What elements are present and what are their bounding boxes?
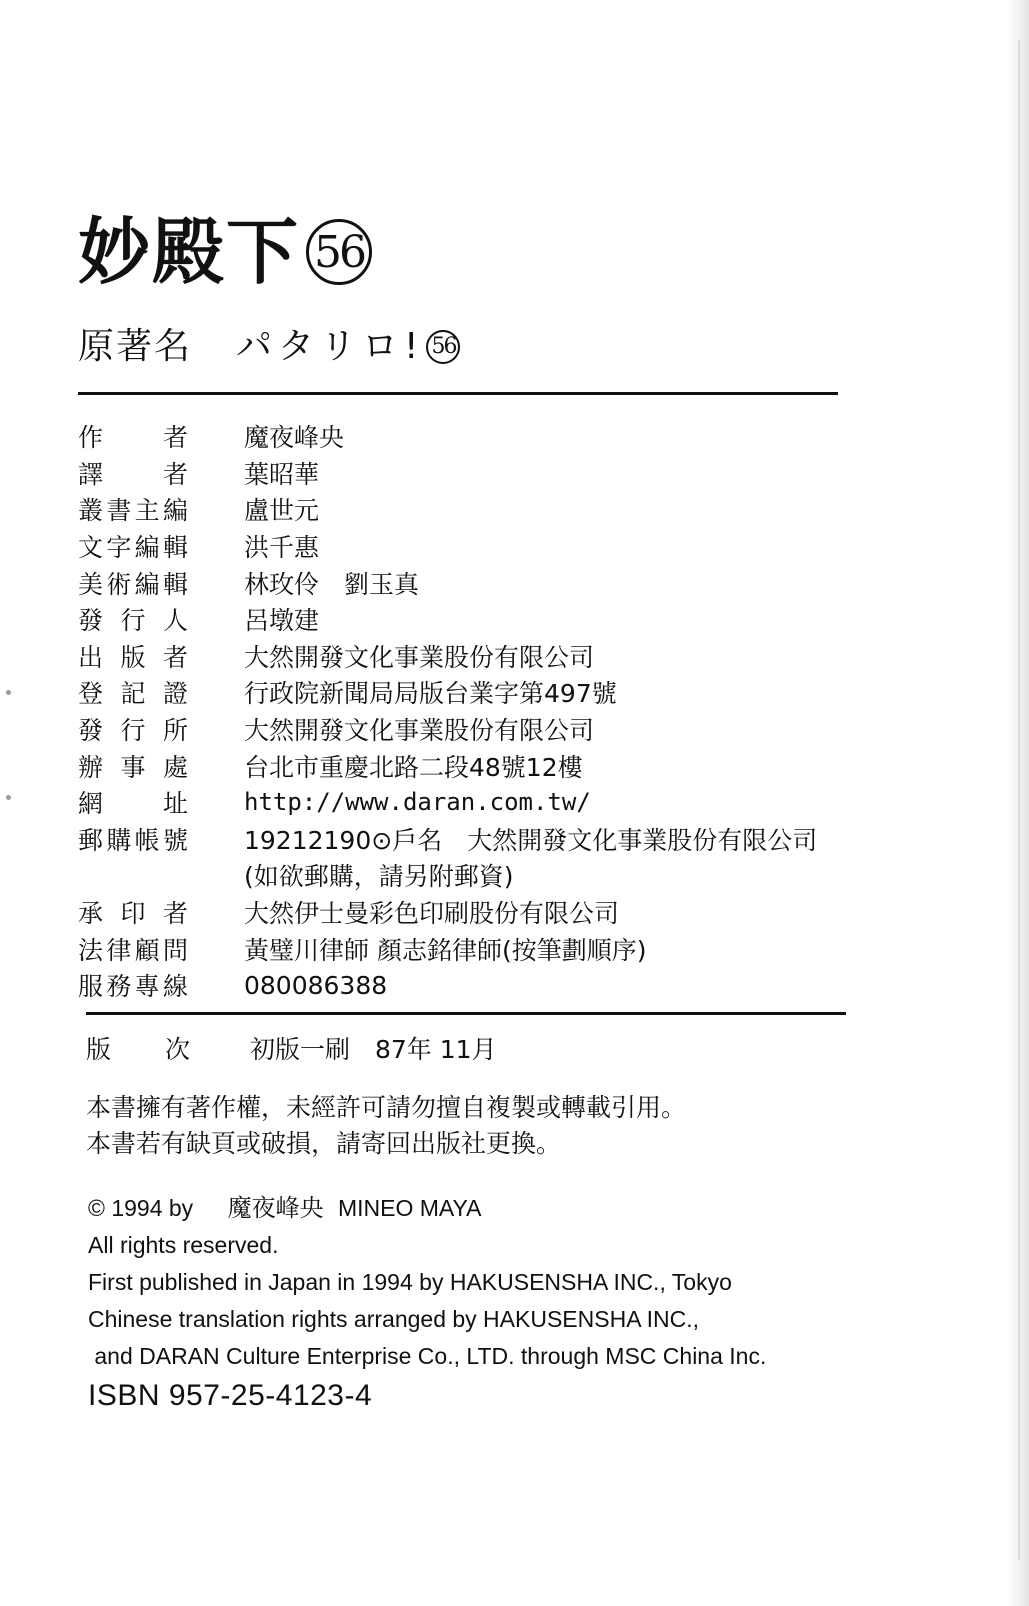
credit-label-char: 術 (106, 569, 132, 599)
translation-rights-line: Chinese translation rights arranged by HAKUSENSHA INC., (88, 1306, 700, 1332)
edition-label (86, 1030, 190, 1066)
credit-value: 洪千惠 (244, 533, 320, 563)
credit-label-char: 郵 (78, 825, 104, 855)
credit-label-char: 編 (162, 496, 188, 526)
credit-label-char: 問 (162, 935, 188, 965)
credits-list (78, 418, 858, 1004)
credit-label-char: 者 (162, 459, 188, 489)
credit-row (78, 894, 858, 931)
credit-row (78, 638, 858, 675)
credit-label (78, 601, 188, 637)
volume-number-circled: 56 (306, 219, 372, 285)
credit-label-char: 購 (106, 825, 132, 855)
divider-top (78, 392, 838, 395)
credit-label-char: 號 (162, 825, 188, 855)
credit-label-char: 行 (120, 716, 146, 746)
credit-row (78, 564, 858, 601)
credit-label-char: 行 (120, 606, 146, 636)
credit-label-char: 譯 (78, 459, 104, 489)
isbn: ISBN 957-25-4123-4 (88, 1379, 373, 1412)
book-title (78, 212, 372, 292)
credit-row (78, 784, 858, 821)
original-volume-circled: 56 (426, 330, 460, 364)
credit-row (78, 711, 858, 748)
credit-label-char: 所 (162, 716, 188, 746)
credit-label (78, 784, 188, 820)
edition-label-char: 版 (86, 1035, 112, 1064)
rights-line: All rights reserved. (88, 1232, 279, 1258)
credit-row (78, 747, 858, 784)
credit-label-char: 務 (106, 972, 132, 1002)
credit-label (78, 931, 188, 967)
credit-label-char: 美 (78, 569, 104, 599)
credit-label (78, 528, 188, 564)
copyright-line (88, 1190, 766, 1227)
credit-row (78, 528, 858, 565)
publication-line: First published in Japan in 1994 by HAKUSENSHA INC., Tokyo (88, 1269, 732, 1295)
edition-label-char: 次 (164, 1035, 190, 1064)
page-edge-line (1018, 40, 1020, 1560)
credit-label-char: 作 (78, 423, 104, 453)
credit-label-char: 顧 (134, 935, 160, 965)
credit-label-char: 律 (106, 935, 132, 965)
copyright-notices (86, 1090, 686, 1162)
agency-line: and DARAN Culture Enterprise Co., LTD. through MSC China Inc. (88, 1343, 767, 1369)
credit-row (78, 455, 858, 492)
credit-value: 大然開發文化事業股份有限公司 (244, 642, 595, 672)
scan-speck (6, 795, 11, 800)
credit-value: (如欲郵購，請另附郵資) (244, 862, 514, 892)
credit-value: 080086388 (244, 970, 388, 1000)
credit-label-char: 服 (78, 972, 104, 1002)
credit-value: http://www.daran.com.tw/ (244, 788, 591, 817)
credit-label-char: 發 (78, 716, 104, 746)
credit-label-char: 址 (162, 789, 188, 819)
divider-middle (86, 1012, 846, 1015)
credit-label-char: 帳 (134, 825, 160, 855)
credit-label-char: 輯 (162, 533, 188, 563)
credit-row (78, 857, 858, 894)
credit-label (78, 418, 188, 454)
credit-label-char: 書 (106, 496, 132, 526)
credit-label-char: 專 (134, 972, 160, 1002)
original-title-label: 原著名 (78, 326, 193, 367)
credit-label-char: 人 (162, 606, 188, 636)
credit-row (78, 601, 858, 638)
original-title-text: パタリロ! (236, 326, 425, 367)
credit-label-char: 者 (162, 642, 188, 672)
credit-label (78, 748, 188, 784)
credit-label-char: 處 (162, 752, 188, 782)
credit-value: 台北市重慶北路二段48號12樓 (244, 752, 583, 782)
credit-row (78, 821, 858, 858)
credit-label-char: 者 (162, 899, 188, 929)
credit-value: 19212190⊙戶名 大然開發文化事業股份有限公司 (244, 825, 818, 855)
credit-label-char: 辦 (78, 752, 104, 782)
credit-label-char: 主 (134, 496, 160, 526)
credit-label-char: 叢 (78, 496, 104, 526)
credit-row (78, 930, 858, 967)
notice-line: 本書擁有著作權，未經許可請勿擅自複製或轉載引用。 (86, 1093, 687, 1122)
credit-label-char: 事 (120, 752, 146, 782)
scan-speck (6, 690, 11, 695)
edition-row (86, 1028, 497, 1068)
credit-value: 黃璧川律師 顏志銘律師(按筆劃順序) (244, 935, 647, 965)
original-title (78, 322, 460, 372)
copyright-prefix: © 1994 by (88, 1195, 194, 1221)
credit-value: 林玫伶 劉玉真 (244, 569, 420, 599)
credit-label-char: 編 (134, 533, 160, 563)
credit-row (78, 418, 858, 455)
credit-label-char: 線 (162, 972, 188, 1002)
book-title-text: 妙殿下 (78, 210, 301, 294)
credit-label-char: 版 (120, 642, 146, 672)
credit-label-char: 編 (134, 569, 160, 599)
credit-label-char: 承 (78, 899, 104, 929)
credit-label (78, 894, 188, 930)
author-name-cjk: 魔夜峰央 (227, 1194, 324, 1222)
notice-line: 本書若有缺頁或破損，請寄回出版社更換。 (86, 1129, 562, 1158)
credit-value: 大然伊士曼彩色印刷股份有限公司 (244, 899, 620, 929)
credit-label-char: 輯 (162, 569, 188, 599)
credit-label-char: 者 (162, 423, 188, 453)
credit-row (78, 967, 858, 1004)
credit-label (78, 674, 188, 710)
credit-label (78, 565, 188, 601)
credit-label-char: 印 (120, 899, 146, 929)
credit-label (78, 821, 188, 857)
credit-label-char: 記 (120, 679, 146, 709)
credit-value: 魔夜峰央 (244, 423, 345, 453)
credit-label-char: 網 (78, 789, 104, 819)
edition-value: 初版一刷 87年 11月 (250, 1035, 497, 1064)
credit-label (78, 455, 188, 491)
credit-label (78, 638, 188, 674)
credit-row (78, 674, 858, 711)
credit-value: 大然開發文化事業股份有限公司 (244, 716, 595, 746)
credit-label-char: 字 (106, 533, 132, 563)
credit-value: 呂墩建 (244, 606, 320, 636)
credit-row (78, 491, 858, 528)
credit-label-char: 出 (78, 642, 104, 672)
copyright-block (88, 1190, 766, 1414)
credit-value: 行政院新聞局局版台業字第497號 (244, 679, 617, 709)
credit-label-char: 法 (78, 935, 104, 965)
credit-label-char: 證 (162, 679, 188, 709)
credit-value: 葉昭華 (244, 459, 320, 489)
credit-value: 盧世元 (244, 496, 320, 526)
credit-label (78, 967, 188, 1003)
credit-label (78, 711, 188, 747)
author-name-latin: MINEO MAYA (337, 1195, 482, 1221)
credit-label-char: 發 (78, 606, 104, 636)
credit-label (78, 491, 188, 527)
credit-label-char: 登 (78, 679, 104, 709)
credit-label-char: 文 (78, 533, 104, 563)
